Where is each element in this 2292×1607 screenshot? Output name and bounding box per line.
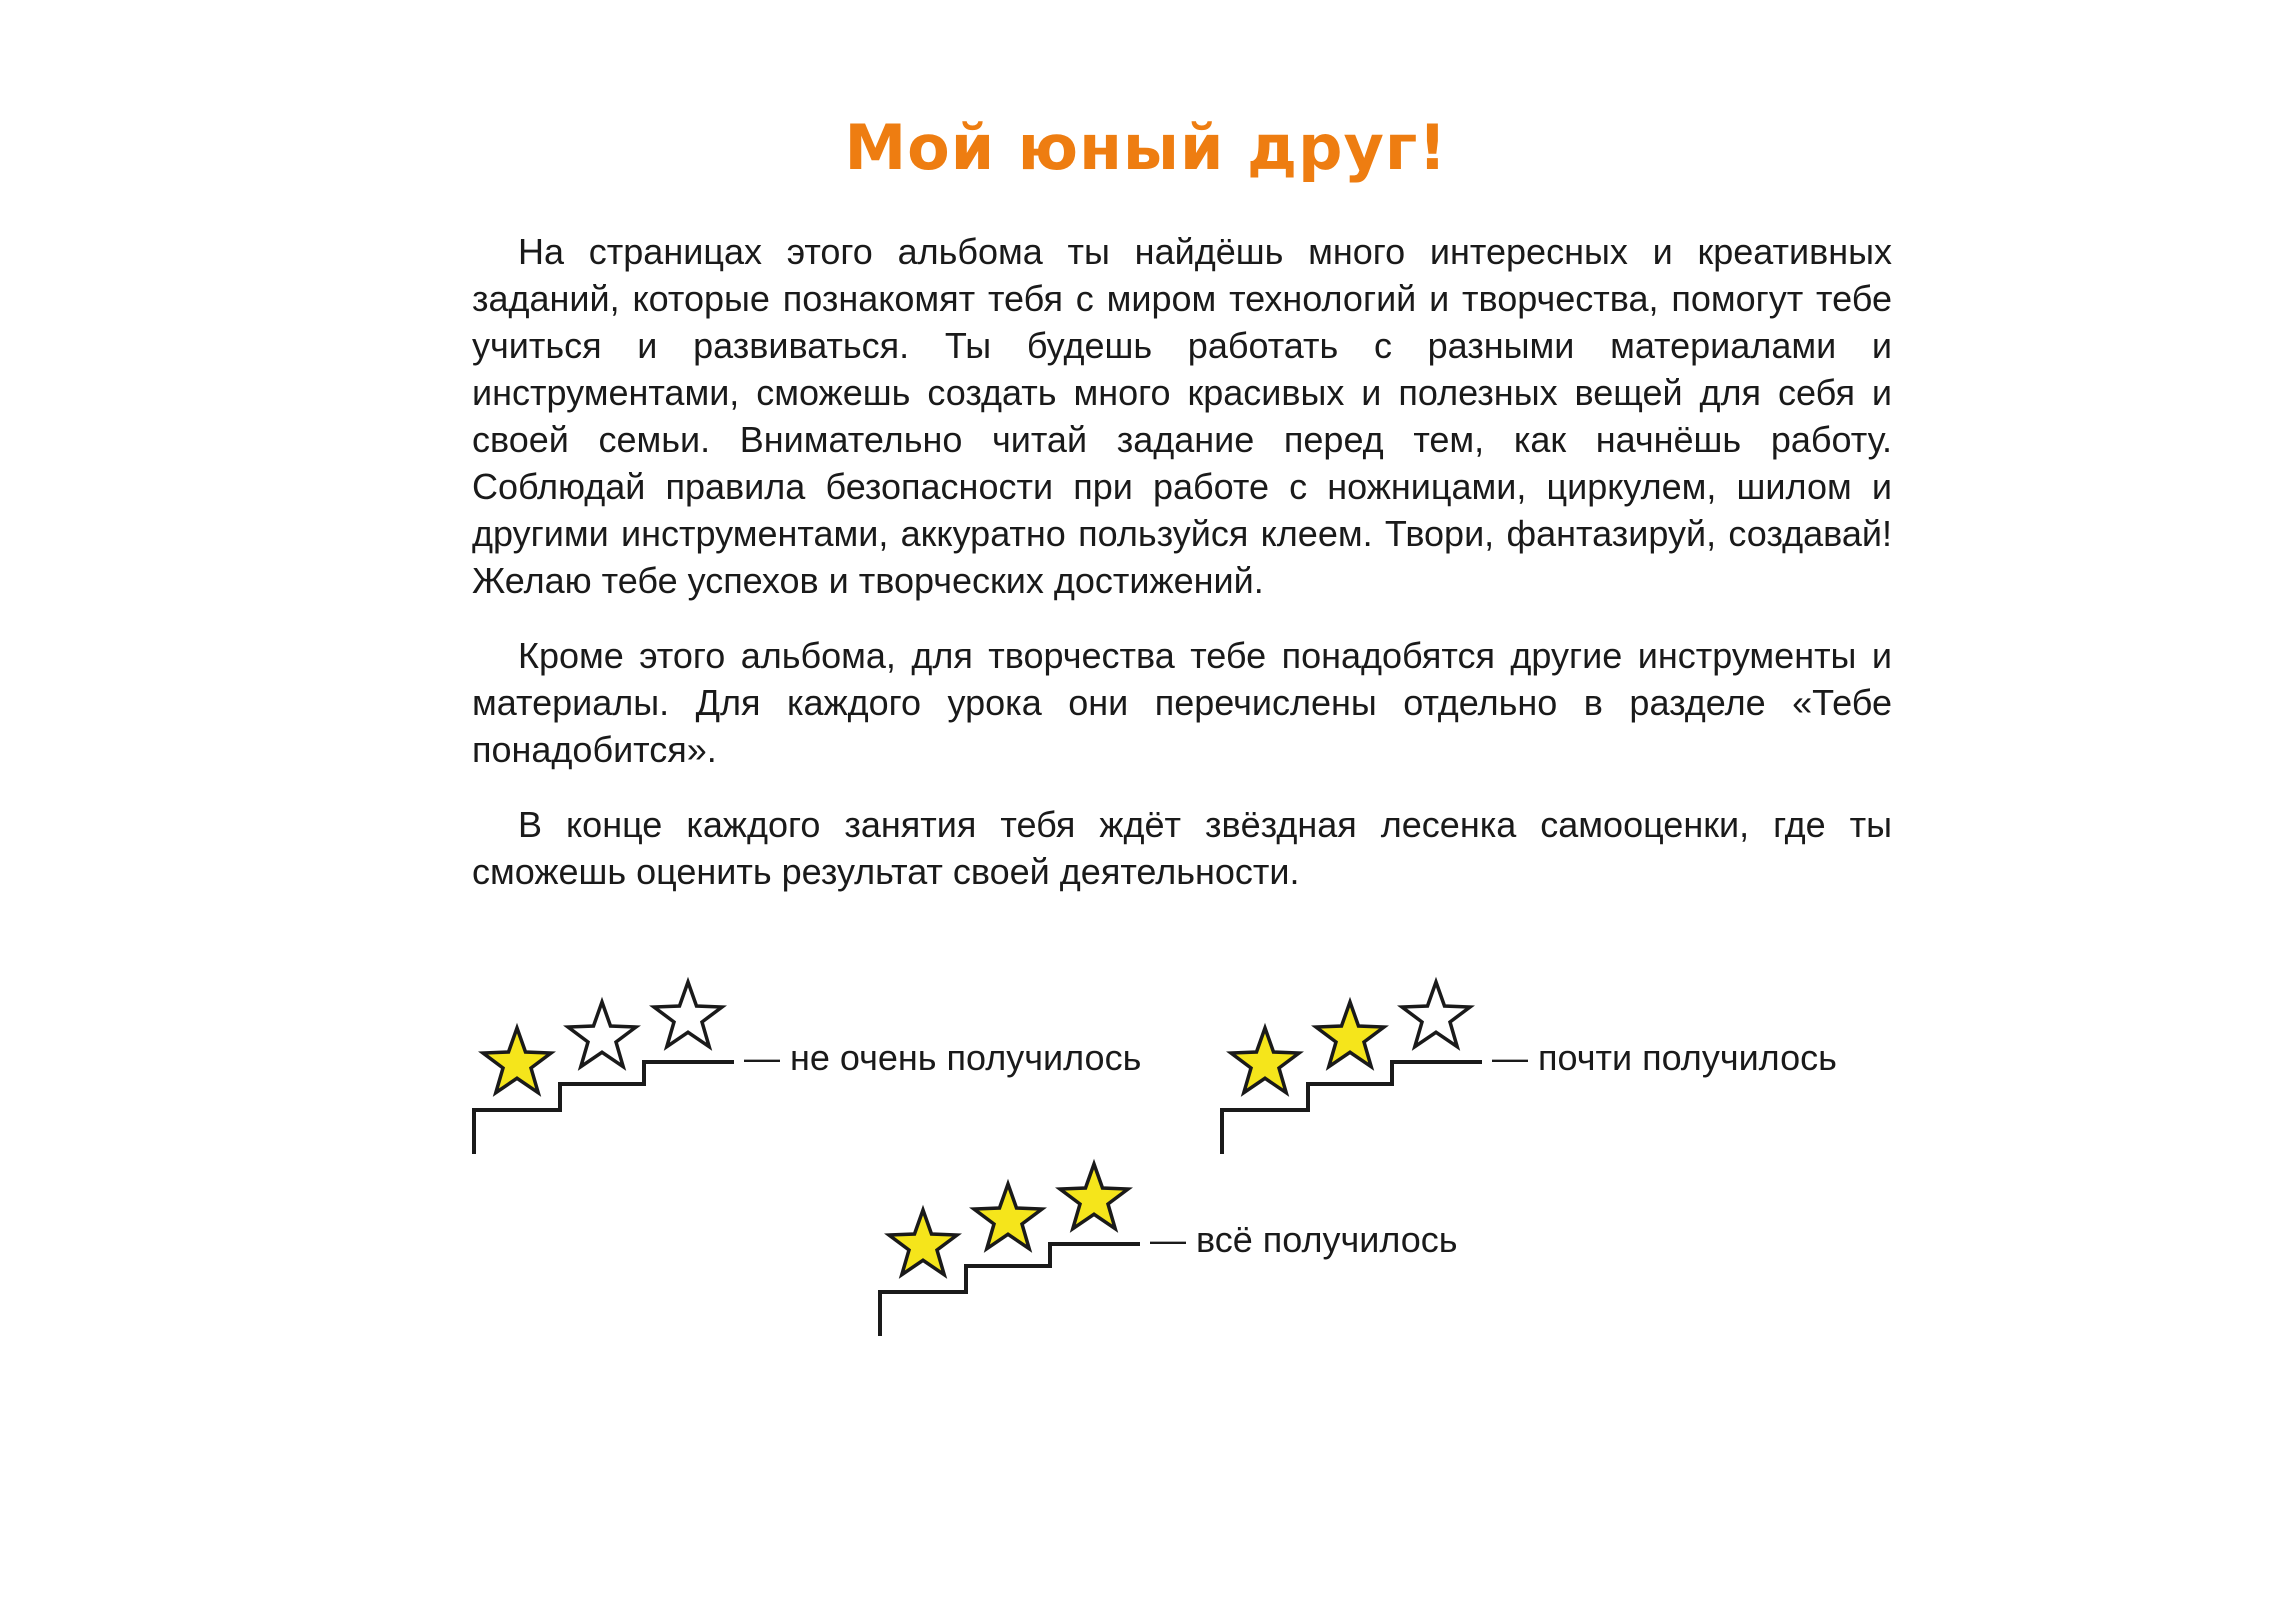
empty-star-icon — [568, 1002, 636, 1067]
filled-star-icon — [483, 1028, 551, 1093]
page-title: Мой юный друг! — [844, 111, 1448, 184]
ladder-stairs-graphic — [878, 1158, 1158, 1338]
ladder-stairs-graphic — [472, 976, 752, 1156]
ladder-label: — не очень получилось — [744, 1037, 1142, 1078]
ladder-label: — всё получилось — [1150, 1219, 1458, 1260]
ladder-label: — почти получилось — [1492, 1037, 1837, 1078]
filled-star-icon — [1231, 1028, 1299, 1093]
paragraph-intro: На страницах этого альбома ты найдёшь много интересных и креативных заданий, которые познакомят тебя с миром технологий и творчества, помогут тебе учиться и развиваться. Ты будешь работать с разными материалами и инструментами, сможешь создать много красивых и полезных вещей для себя и своей семьи. Внимательно читай задание перед тем, как начнёшь работу. Соблюдай правила безопасности при работе с ножницами, циркулем, шилом и другими инструментами, аккуратно пользуйся клеем. Твори, фантазируй, создавай! Желаю тебе успехов и творческих достижений. — [472, 231, 1892, 601]
filled-star-icon — [1060, 1164, 1128, 1229]
star-ladder-one-star — [472, 976, 1142, 1156]
star-ladder-three-stars — [878, 1158, 1458, 1338]
star-ladder-two-stars — [1220, 976, 1837, 1156]
intro-text — [472, 228, 1892, 923]
filled-star-icon — [1316, 1002, 1384, 1067]
ladder-stairs-graphic — [1220, 976, 1500, 1156]
empty-star-icon — [654, 982, 722, 1047]
filled-star-icon — [889, 1210, 957, 1275]
paragraph-materials: Кроме этого альбома, для творчества тебе понадобятся другие инструменты и материалы. Для каждого урока они перечислены отдельно в разделе «Тебе понадобится». — [472, 635, 1892, 770]
filled-star-icon — [974, 1184, 1042, 1249]
empty-star-icon — [1402, 982, 1470, 1047]
paragraph-self-assessment: В конце каждого занятия тебя ждёт звёздная лесенка самооценки, где ты сможешь оценить результат своей деятельности. — [472, 804, 1892, 892]
